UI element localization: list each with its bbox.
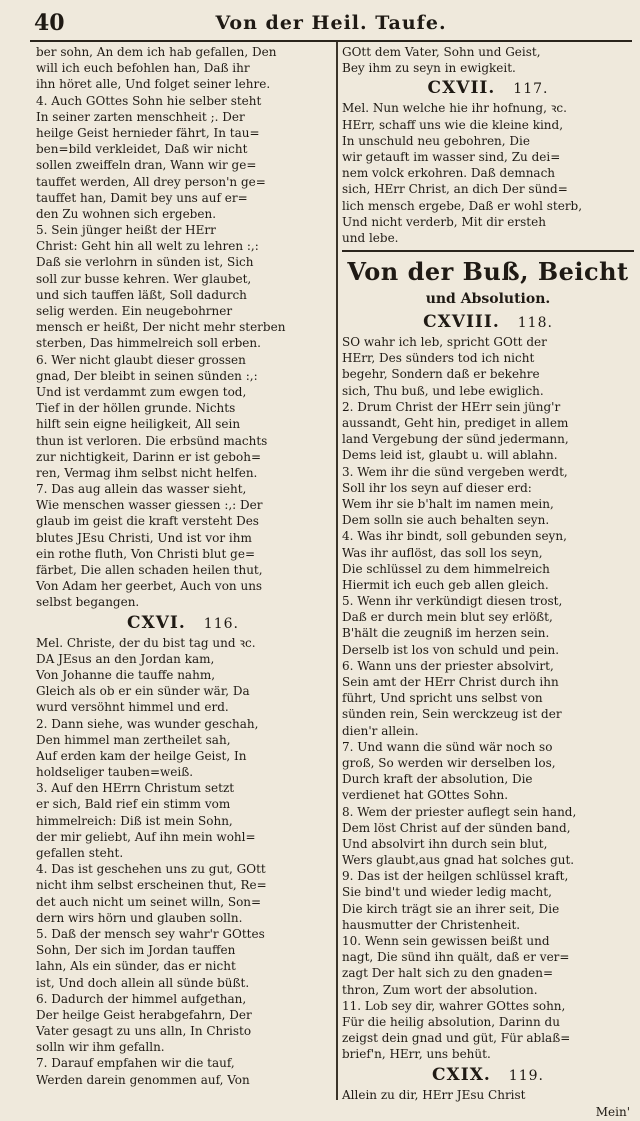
header-rule [30, 40, 632, 42]
text-line: himmelreich: Diß ist mein Sohn, [36, 813, 233, 828]
text-line: Daß sie verlohrn in sünden ist, Sich [36, 255, 254, 270]
text-line: Der heilge Geist herabgefahrn, Der [36, 1007, 252, 1022]
text-line: führt, Und spricht uns selbst von [342, 691, 543, 706]
text-line: 7. Darauf empfahen wir die tauf, [36, 1056, 235, 1071]
catchword: Mein' [595, 1104, 630, 1119]
text-line: holdseliger tauben=weiß. [36, 765, 194, 780]
text-line: In seiner zarten menschheit ;. Der [36, 109, 245, 124]
text-line: Soll ihr los seyn auf dieser erd: [342, 480, 532, 495]
left-top-text [36, 44, 330, 611]
text-line: Mel. Nun welche hie ihr hofnung, ꝛc. [342, 101, 567, 116]
text-line: Dem löst Christ auf der sünden band, [342, 820, 571, 835]
text-line: 2. Dann siehe, was wunder geschah, [36, 716, 259, 731]
text-line: sich, HErr Christ, an dich Der sünd= [342, 182, 568, 197]
left-column [36, 44, 330, 1099]
text-line: Dem solln sie auch behalten seyn. [342, 513, 550, 528]
text-line: den Zu wohnen sich ergeben. [36, 206, 217, 221]
text-line: SO wahr ich leb, spricht GOtt der [342, 335, 547, 350]
text-line: dien'r allein. [342, 723, 419, 738]
text-line: färbet, Die allen schaden heilen thut, [36, 563, 263, 577]
text-line: GOtt dem Vater, Sohn und Geist, [342, 45, 541, 59]
text-line: Wers glaubt,aus gnad hat solches gut. [342, 853, 575, 868]
text-line: HErr, schaff uns wie die kleine kind, [342, 117, 564, 132]
hymn-119-number: 119. [508, 1067, 544, 1084]
text-line: ihn höret alle, Und folget seiner lehre. [36, 77, 271, 92]
hymn-heading-116 [36, 611, 330, 635]
text-line: tauffet han, Damit bey uns auf er= [36, 190, 248, 205]
hymn-119-title: CXIX. [432, 1064, 491, 1085]
text-line: thron, Zum wort der absolution. [342, 982, 538, 997]
text-line: 10. Wenn sein gewissen beißt und [342, 934, 550, 948]
text-line: er sich, Bald rief ein stimm vom [36, 797, 231, 812]
text-line: Dems leid ist, glaubt u. will ablahn. [342, 448, 558, 463]
text-line: Vater gesagt zu uns alln, In Christo [36, 1024, 252, 1039]
text-line: Derselb ist los von schuld und pein. [342, 642, 560, 657]
hymn-117-title: CXVII. [427, 78, 496, 99]
text-line: 9. Das ist der heilgen schlüssel kraft, [342, 869, 569, 884]
text-line: 5. Wenn ihr verkündigt diesen trost, [342, 594, 563, 609]
hymn-heading-119 [342, 1063, 634, 1087]
text-line: Sohn, Der sich im Jordan tauffen [36, 943, 236, 958]
text-line: selig werden. Ein neugebohrner [36, 304, 233, 318]
text-line: B'hält die zeugniß im herzen sein. [342, 626, 550, 641]
hymn-118-title: CXVIII. [423, 312, 500, 333]
text-line: 5. Daß der mensch sey wahr'r GOttes [36, 926, 265, 941]
text-line: Was ihr auflöst, das soll los seyn, [342, 545, 543, 560]
text-line: nem volck erkohren. Daß demnach [342, 166, 556, 181]
text-line: Sein amt der HErr Christ durch ihn [342, 675, 559, 689]
text-line: verdienet hat GOttes Sohn. [342, 788, 509, 803]
page-title: Von der Heil. Taufe. [215, 12, 447, 34]
text-line: thun ist verloren. Die erbsünd machts [36, 433, 268, 448]
text-line: der mir geliebt, Auf ihn mein wohl= [36, 829, 256, 844]
text-line: und lebe. [342, 230, 399, 245]
text-line: 8. Wem der priester auflegt sein hand, [342, 804, 577, 819]
text-line: land Vergebung der sünd jedermann, [342, 432, 569, 447]
text-line: soll zur busse kehren. Wer glaubet, [36, 271, 252, 286]
text-line: Den himmel man zertheilet sah, [36, 732, 231, 747]
text-line: 6. Wer nicht glaubt dieser grossen [36, 352, 246, 367]
hymn-119-text [342, 1087, 634, 1103]
text-line: 4. Auch GOttes Sohn hie selber steht [36, 93, 262, 108]
text-line: gnad, Der bleibt in seinen sünden :,: [36, 368, 258, 383]
text-line: mensch er heißt, Der nicht mehr sterben [36, 320, 286, 335]
text-line: brief'n, HErr, uns behüt. [342, 1047, 491, 1062]
text-line: glaub im geist die kraft versteht Des [36, 514, 259, 529]
text-line: Die kirch trägt sie an ihrer seit, Die [342, 901, 560, 916]
text-line: ben=bild verkleidet, Daß wir nicht [36, 142, 248, 157]
right-column [342, 44, 634, 1119]
text-line: tauffet werden, All drey person'n ge= [36, 174, 266, 189]
text-line: ber sohn, An dem ich hab gefallen, Den [36, 45, 277, 59]
text-line: sollen zweiffeln dran, Wann wir ge= [36, 158, 257, 173]
text-line: HErr, Des sünders tod ich nicht [342, 351, 535, 366]
text-line: Durch kraft der absolution, Die [342, 772, 533, 787]
text-line: Für die heilig absolution, Darinn du [342, 1014, 560, 1029]
text-line: 3. Auf den HErrn Christum setzt [36, 781, 235, 796]
hymn-116-number: 116. [203, 615, 239, 632]
text-line: sterben, Das himmelreich soll erben. [36, 336, 261, 351]
text-line: 4. Das ist geschehen uns zu gut, GOtt [36, 862, 266, 877]
text-line: zagt Der halt sich zu den gnaden= [342, 966, 554, 981]
right-top-text [342, 44, 634, 76]
text-line: ein rothe fluth, Von Christi blut ge= [36, 546, 255, 561]
text-line: 2. Drum Christ der HErr sein jüng'r [342, 399, 561, 414]
text-line: und sich tauffen läßt, Soll dadurch [36, 287, 247, 302]
hymn-heading-118 [342, 310, 634, 334]
text-line: ist, Und doch allein all sünde büßt. [36, 975, 250, 990]
hymn-118-number: 118. [517, 315, 553, 332]
text-line: lahn, Als ein sünder, das er nicht [36, 959, 236, 974]
text-line: Sie bind't und wieder ledig macht, [342, 885, 552, 900]
text-line: 7. Das aug allein das wasser sieht, [36, 482, 247, 497]
text-line: Auf erden kam der heilge Geist, In [36, 748, 247, 763]
text-line: ren, Vermag ihm selbst nicht helfen. [36, 465, 258, 480]
text-line: DA JEsus an den Jordan kam, [36, 651, 215, 666]
text-line: Wem ihr sie b'halt im namen mein, [342, 496, 554, 511]
text-line: sich, Thu buß, und lebe ewiglich. [342, 383, 544, 398]
hymn-heading-117 [342, 76, 634, 100]
text-line: sünden rein, Sein werckzeug ist der [342, 707, 562, 722]
text-line: zeigst dein gnad und güt, Für ablaß= [342, 1031, 571, 1046]
text-line: 4. Was ihr bindt, soll gebunden seyn, [342, 529, 567, 544]
hymn-117-number: 117. [513, 81, 549, 98]
hymn-116-text [36, 635, 330, 1088]
text-line: Von Adam her geerbet, Auch von uns [36, 579, 263, 594]
text-line: selbst begangen. [36, 595, 140, 610]
text-line: groß, So werden wir derselben los, [342, 755, 556, 770]
text-line: Wie menschen wasser giessen :,: Der [36, 498, 263, 513]
text-line: Gleich als ob er ein sünder wär, Da [36, 684, 250, 699]
text-line: wir getauft im wasser sind, Zu dei= [342, 149, 561, 164]
text-line: Und nicht verderb, Mit dir ersteh [342, 214, 546, 229]
section-title: Von der Buß, Beicht [347, 257, 629, 287]
text-line: Von Johanne die tauffe nahm, [36, 667, 216, 682]
text-line: dern wirs hörn und glauben solln. [36, 910, 243, 925]
text-line: nicht ihm selbst erscheinen thut, Re= [36, 878, 267, 893]
text-line: hilft sein eigne heiligkeit, All sein [36, 417, 241, 432]
text-line: begehr, Sondern daß er bekehre [342, 367, 540, 382]
text-line: Und ist verdammt zum ewgen tod, [36, 384, 247, 399]
text-line: nagt, Die sünd ihn quält, daß er ver= [342, 950, 570, 965]
text-line: 5. Sein jünger heißt der HErr [36, 223, 216, 238]
text-line: blutes JEsu Christi, Und ist vor ihm [36, 530, 252, 545]
text-line: wurd versöhnt himmel und erd. [36, 700, 229, 715]
text-line: Die schlüssel zu dem himmelreich [342, 561, 550, 576]
text-line: hausmutter der Christenheit. [342, 917, 521, 932]
text-line: In unschuld neu gebohren, Die [342, 133, 530, 148]
text-line: Mel. Christe, der du bist tag und ꝛc. [36, 635, 256, 650]
hymn-118-text [342, 334, 634, 1062]
section-subtitle: und Absolution. [425, 291, 551, 308]
text-line: zur nichtigkeit, Darinn er ist geboh= [36, 449, 261, 464]
text-line: Bey ihm zu seyn in ewigkeit. [342, 61, 516, 76]
text-line: gefallen steht. [36, 846, 124, 860]
text-line: 7. Und wann die sünd wär noch so [342, 739, 553, 754]
section-rule [342, 250, 634, 252]
text-line: Christ: Geht hin all welt zu lehren :,: [36, 239, 259, 254]
text-line: 3. Wem ihr die sünd vergeben werdt, [342, 464, 568, 479]
text-line: 6. Dadurch der himmel aufgethan, [36, 991, 247, 1006]
text-line: 6. Wann uns der priester absolvirt, [342, 658, 554, 673]
text-line: Und absolvirt ihn durch sein blut, [342, 836, 548, 851]
text-line: Allein zu dir, HErr JEsu Christ [342, 1087, 526, 1102]
running-header [30, 6, 632, 38]
text-line: Hiermit ich euch geb allen gleich. [342, 577, 549, 592]
text-line: Daß er durch mein blut sey erlößt, [342, 610, 553, 625]
text-line: aussandt, Geht hin, prediget in allem [342, 416, 569, 430]
column-divider [336, 42, 338, 1100]
text-line: solln wir ihm gefalln. [36, 1040, 165, 1055]
text-line: det auch nicht um seinet willn, Son= [36, 894, 262, 909]
text-line: heilge Geist hernieder fährt, In tau= [36, 125, 260, 140]
hymn-116-title: CXVI. [127, 612, 186, 633]
text-line: Tief in der höllen grunde. Nichts [36, 401, 236, 416]
text-line: lich mensch ergebe, Daß er wohl sterb, [342, 198, 583, 213]
text-line: Werden darein genommen auf, Von [36, 1072, 250, 1087]
text-line: 11. Lob sey dir, wahrer GOttes sohn, [342, 998, 566, 1013]
text-line: will ich euch befohlen han, Daß ihr [36, 61, 250, 76]
page-number: 40 [34, 10, 65, 36]
hymn-117-text [342, 100, 634, 246]
